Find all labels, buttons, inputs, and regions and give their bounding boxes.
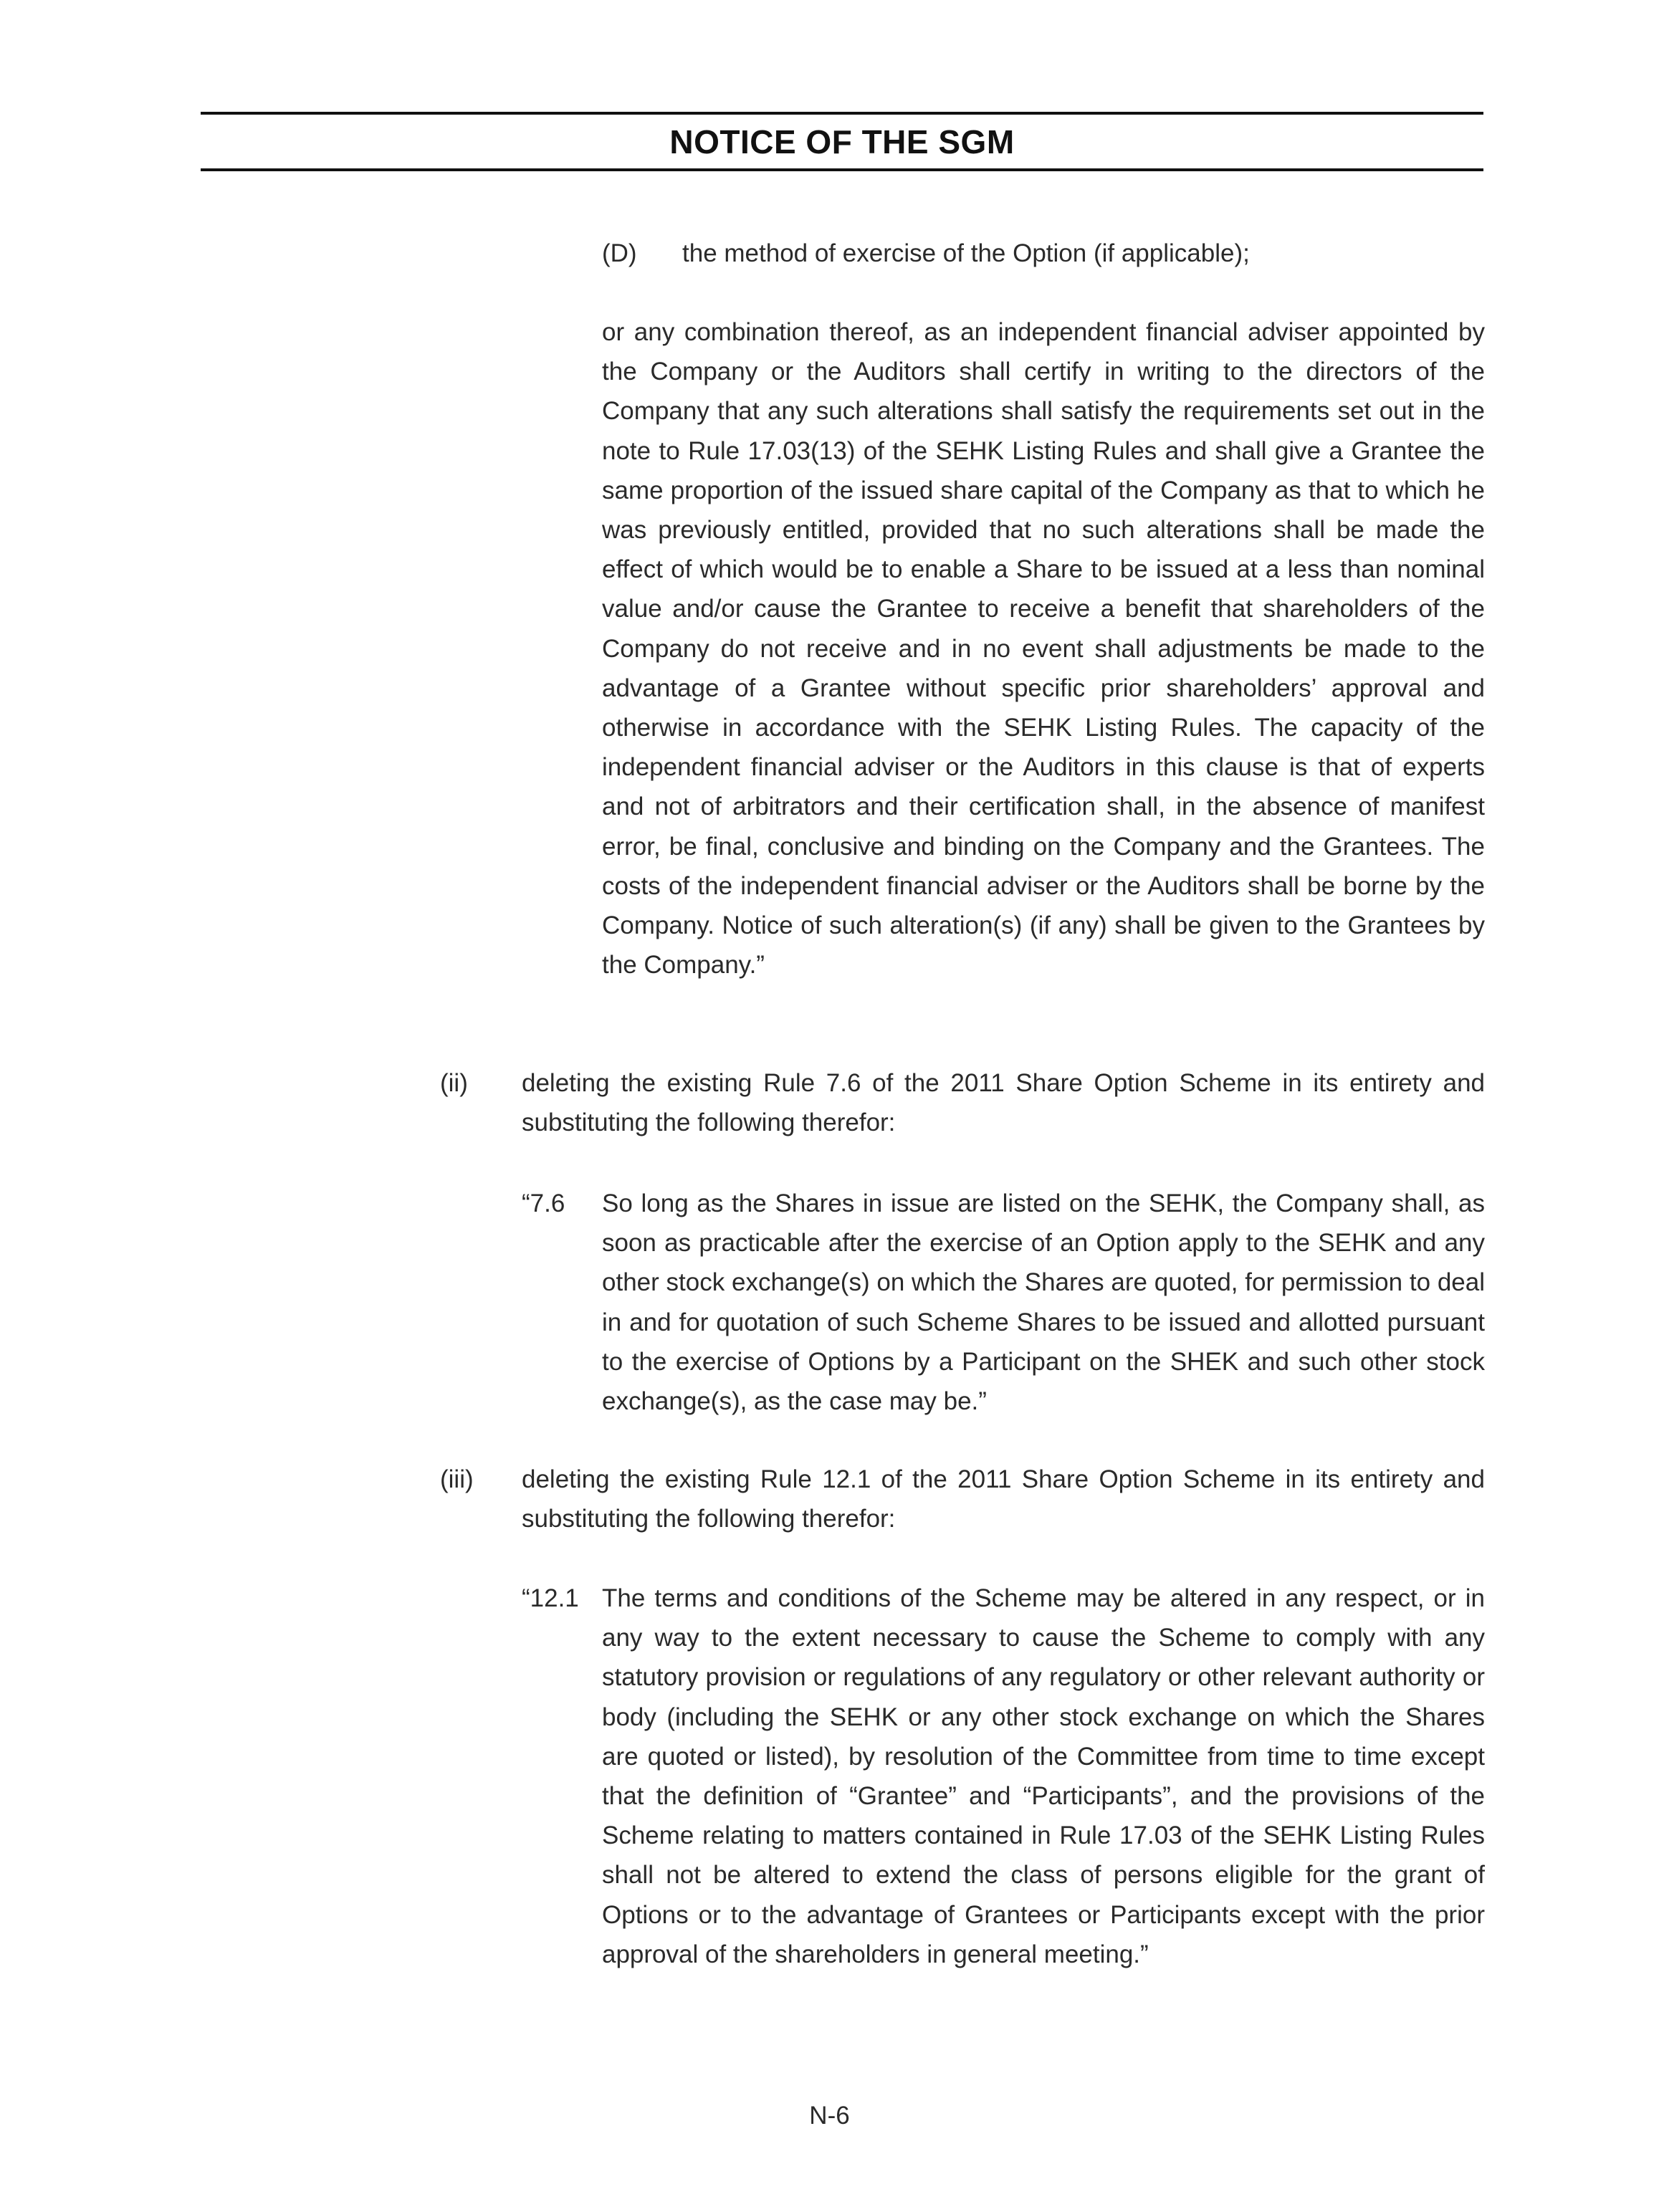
rule-7-6-text: So long as the Shares in issue are listed on the SEHK, the Company shall, as soon as practicable after the exercise of an Option apply to the SEHK and any other stock exchange(s) on which the Shares are quoted, for permission to deal in and for quotation of such Scheme Shares to be issued and allotted pursuant to the exercise of Options by a Participant on the SHEK and such other stock exchange(s), as the case may be.” xyxy=(602,1189,1485,1416)
rule-7-6-label: “7.6 xyxy=(522,1189,565,1217)
combination-paragraph: or any combination thereof, as an independent financial adviser appointed by the Company or the Auditors shall certify in writing to the directors of the Company that any such alterations shall satisfy the requirements set out in the note to Rule 17.03(13) of the SEHK Listing Rules and shall give a Grantee the same proportion of the issued share capital of the Company as that to which he was previously entitled, provided that no such alterations shall be made the effect of which would be to enable a Share to be issued at a less than nominal value and/or cause the Grantee to receive a benefit that shareholders of the Company do not receive and in no event shall adjustments be made to the advantage of a Grantee without specific prior shareholders’ approval and otherwise in accordance with the SEHK Listing Rules. The capacity of the independent financial adviser or the Auditors in this clause is that of experts and not of arbitrators and their certification shall, in the absence of manifest error, be final, conclusive and binding on the Company and the Grantees. The costs of the independent financial adviser or the Auditors shall be borne by the Company. Notice of such alteration(s) (if any) shall be given to the Grantees by the Company.” xyxy=(602,318,1485,980)
page-number: N-6 xyxy=(809,2102,850,2130)
rule-12-1-text: The terms and conditions of the Scheme may be altered in any respect, or in any way to the extent necessary to cause the Scheme to comply with any statutory provision or regulations of any regulatory or other relevant authority or body (including the SEHK or any other stock exchange on which the Shares are quoted or listed), by resolution of the Committee from time to time except that the definition of “Grantee” and “Participants”, and the provisions of the Scheme relating to matters contained in Rule 17.03 of the SEHK Listing Rules shall not be altered to extend the class of persons eligible for the grant of Options or to the advantage of Grantees or Participants except with the prior approval of the shareholders in general meeting.” xyxy=(602,1584,1485,1968)
item-iii-text: deleting the existing Rule 12.1 of the 2011 Share Option Scheme in its entirety and substituting the following therefor: xyxy=(522,1465,1485,1533)
item-ii-text: deleting the existing Rule 7.6 of the 2011 Share Option Scheme in its entirety and substituting the following therefor: xyxy=(522,1069,1485,1137)
clause-d-text: the method of exercise of the Option (if applicable); xyxy=(682,239,1250,267)
header-top-rule xyxy=(201,112,1483,115)
item-ii-label: (ii) xyxy=(440,1069,468,1097)
header-bottom-rule xyxy=(201,168,1483,171)
clause-d-label: (D) xyxy=(602,239,637,267)
page-title: NOTICE OF THE SGM xyxy=(669,123,1015,161)
rule-12-1-label: “12.1 xyxy=(522,1584,579,1612)
item-iii-label: (iii) xyxy=(440,1465,474,1493)
